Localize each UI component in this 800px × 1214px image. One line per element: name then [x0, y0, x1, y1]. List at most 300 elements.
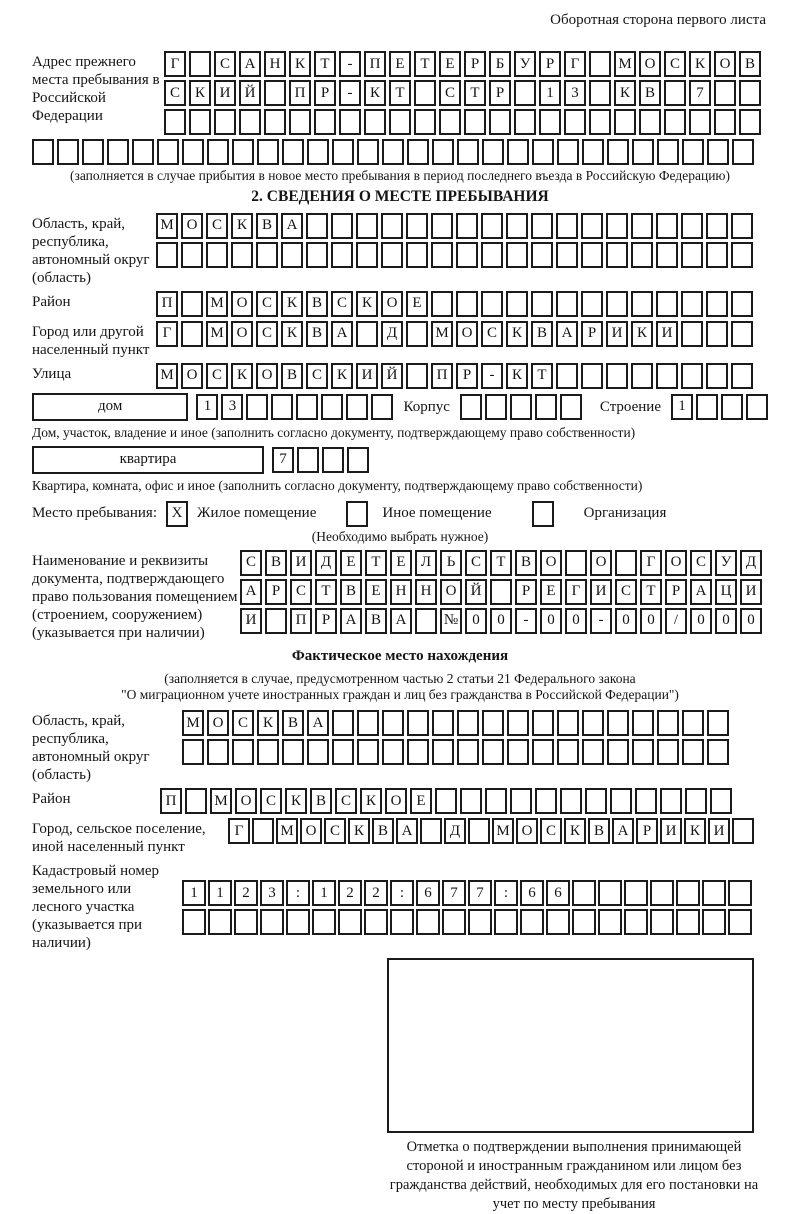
char-box[interactable]	[460, 788, 482, 814]
char-box[interactable]	[339, 109, 361, 135]
char-box[interactable]	[589, 80, 611, 106]
char-box[interactable]	[381, 242, 403, 268]
char-box[interactable]	[289, 109, 311, 135]
char-box[interactable]: В	[531, 321, 553, 347]
char-box[interactable]: М	[156, 213, 178, 239]
char-box[interactable]	[182, 139, 204, 165]
char-box[interactable]	[731, 321, 753, 347]
char-box[interactable]	[432, 139, 454, 165]
char-box[interactable]	[357, 739, 379, 765]
char-box[interactable]: 0	[690, 608, 712, 634]
char-box[interactable]: О	[381, 291, 403, 317]
char-box[interactable]	[581, 363, 603, 389]
char-box[interactable]: Н	[390, 579, 412, 605]
char-box[interactable]	[407, 739, 429, 765]
char-box[interactable]	[685, 788, 707, 814]
char-box[interactable]	[468, 818, 490, 844]
char-box[interactable]	[706, 242, 728, 268]
char-box[interactable]	[232, 739, 254, 765]
char-box[interactable]	[535, 394, 557, 420]
char-box[interactable]: И	[740, 579, 762, 605]
char-box[interactable]	[639, 109, 661, 135]
char-box[interactable]	[560, 788, 582, 814]
char-box[interactable]	[82, 139, 104, 165]
char-box[interactable]: Е	[365, 579, 387, 605]
char-box[interactable]: 7	[468, 880, 492, 906]
char-box[interactable]: К	[281, 321, 303, 347]
char-box[interactable]	[257, 739, 279, 765]
char-box[interactable]: И	[214, 80, 236, 106]
char-box[interactable]	[482, 139, 504, 165]
char-box[interactable]: 0	[615, 608, 637, 634]
char-box[interactable]: П	[431, 363, 453, 389]
char-box[interactable]	[731, 213, 753, 239]
char-box[interactable]: К	[689, 51, 711, 77]
char-box[interactable]: Т	[464, 80, 486, 106]
char-box[interactable]	[432, 710, 454, 736]
char-box[interactable]	[457, 710, 479, 736]
char-box[interactable]: Р	[581, 321, 603, 347]
char-box[interactable]	[57, 139, 79, 165]
char-box[interactable]: Г	[228, 818, 250, 844]
char-box[interactable]: О	[231, 291, 253, 317]
char-box[interactable]	[532, 739, 554, 765]
char-box[interactable]: К	[231, 363, 253, 389]
char-box[interactable]	[407, 710, 429, 736]
char-box[interactable]: О	[385, 788, 407, 814]
char-box[interactable]	[132, 139, 154, 165]
char-box[interactable]	[414, 109, 436, 135]
char-box[interactable]: М	[206, 321, 228, 347]
char-box[interactable]	[389, 109, 411, 135]
char-box[interactable]: П	[289, 80, 311, 106]
char-box[interactable]: 7	[689, 80, 711, 106]
char-box[interactable]: И	[590, 579, 612, 605]
char-box[interactable]: И	[356, 363, 378, 389]
char-box[interactable]: Ц	[715, 579, 737, 605]
char-box[interactable]	[456, 213, 478, 239]
char-box[interactable]: К	[506, 363, 528, 389]
char-box[interactable]: А	[690, 579, 712, 605]
char-box[interactable]: И	[708, 818, 730, 844]
char-box[interactable]: С	[481, 321, 503, 347]
char-box[interactable]: В	[281, 363, 303, 389]
char-box[interactable]	[286, 909, 310, 935]
char-box[interactable]: 0	[740, 608, 762, 634]
char-box[interactable]: 0	[640, 608, 662, 634]
char-box[interactable]	[728, 880, 752, 906]
char-box[interactable]	[282, 139, 304, 165]
stay-option-residential-checkbox[interactable]: X	[166, 501, 188, 527]
char-box[interactable]: Л	[415, 550, 437, 576]
char-box[interactable]	[681, 213, 703, 239]
char-box[interactable]	[589, 51, 611, 77]
char-box[interactable]	[532, 710, 554, 736]
char-box[interactable]	[746, 394, 768, 420]
char-box[interactable]	[32, 139, 54, 165]
char-box[interactable]	[585, 788, 607, 814]
char-box[interactable]: В	[306, 291, 328, 317]
char-box[interactable]: Е	[410, 788, 432, 814]
char-box[interactable]	[346, 394, 368, 420]
char-box[interactable]	[546, 909, 570, 935]
char-box[interactable]	[560, 394, 582, 420]
char-box[interactable]	[364, 109, 386, 135]
char-box[interactable]: 0	[490, 608, 512, 634]
char-box[interactable]	[260, 909, 284, 935]
char-box[interactable]	[347, 447, 369, 473]
char-box[interactable]	[331, 213, 353, 239]
char-box[interactable]: С	[290, 579, 312, 605]
char-box[interactable]	[382, 710, 404, 736]
char-box[interactable]	[107, 139, 129, 165]
char-box[interactable]	[614, 109, 636, 135]
char-box[interactable]	[728, 909, 752, 935]
char-box[interactable]	[731, 291, 753, 317]
char-box[interactable]: 1	[312, 880, 336, 906]
char-box[interactable]: В	[340, 579, 362, 605]
char-box[interactable]	[514, 109, 536, 135]
char-box[interactable]	[371, 394, 393, 420]
char-box[interactable]: С	[256, 321, 278, 347]
char-box[interactable]: М	[210, 788, 232, 814]
char-box[interactable]	[282, 739, 304, 765]
char-box[interactable]	[635, 788, 657, 814]
char-box[interactable]	[702, 880, 726, 906]
char-box[interactable]	[239, 109, 261, 135]
char-box[interactable]	[189, 109, 211, 135]
char-box[interactable]: С	[439, 80, 461, 106]
char-box[interactable]	[432, 739, 454, 765]
char-box[interactable]	[357, 139, 379, 165]
char-box[interactable]	[632, 710, 654, 736]
char-box[interactable]	[650, 880, 674, 906]
char-box[interactable]	[607, 739, 629, 765]
char-box[interactable]	[681, 242, 703, 268]
char-box[interactable]: Т	[640, 579, 662, 605]
char-box[interactable]	[490, 579, 512, 605]
char-box[interactable]	[664, 80, 686, 106]
char-box[interactable]	[431, 242, 453, 268]
char-box[interactable]: А	[281, 213, 303, 239]
char-box[interactable]	[457, 739, 479, 765]
char-box[interactable]	[682, 139, 704, 165]
char-box[interactable]: М	[492, 818, 514, 844]
char-box[interactable]	[332, 739, 354, 765]
char-box[interactable]: С	[664, 51, 686, 77]
char-box[interactable]	[581, 291, 603, 317]
char-box[interactable]	[721, 394, 743, 420]
char-box[interactable]	[681, 321, 703, 347]
char-box[interactable]: К	[364, 80, 386, 106]
char-box[interactable]	[185, 788, 207, 814]
char-box[interactable]: :	[390, 880, 414, 906]
char-box[interactable]	[356, 242, 378, 268]
char-box[interactable]	[702, 909, 726, 935]
char-box[interactable]	[481, 242, 503, 268]
char-box[interactable]: И	[656, 321, 678, 347]
char-box[interactable]: Т	[414, 51, 436, 77]
char-box[interactable]: А	[340, 608, 362, 634]
char-box[interactable]	[706, 213, 728, 239]
char-box[interactable]	[606, 242, 628, 268]
char-box[interactable]	[510, 394, 532, 420]
char-box[interactable]: С	[164, 80, 186, 106]
char-box[interactable]: К	[564, 818, 586, 844]
char-box[interactable]	[414, 80, 436, 106]
char-box[interactable]: О	[440, 579, 462, 605]
char-box[interactable]: 6	[416, 880, 440, 906]
stay-option-organization-checkbox[interactable]	[532, 501, 554, 527]
char-box[interactable]: О	[590, 550, 612, 576]
char-box[interactable]	[206, 242, 228, 268]
char-box[interactable]: С	[206, 363, 228, 389]
char-box[interactable]	[307, 739, 329, 765]
char-box[interactable]	[252, 818, 274, 844]
char-box[interactable]	[506, 242, 528, 268]
char-box[interactable]	[557, 739, 579, 765]
char-box[interactable]	[607, 139, 629, 165]
char-box[interactable]: С	[214, 51, 236, 77]
char-box[interactable]	[207, 139, 229, 165]
char-box[interactable]	[332, 710, 354, 736]
char-box[interactable]: О	[540, 550, 562, 576]
char-box[interactable]: О	[235, 788, 257, 814]
char-box[interactable]	[264, 80, 286, 106]
char-box[interactable]: А	[239, 51, 261, 77]
char-box[interactable]: К	[189, 80, 211, 106]
char-box[interactable]: С	[306, 363, 328, 389]
char-box[interactable]: К	[614, 80, 636, 106]
char-box[interactable]	[390, 909, 414, 935]
char-box[interactable]	[557, 139, 579, 165]
char-box[interactable]	[468, 909, 492, 935]
char-box[interactable]	[689, 109, 711, 135]
char-box[interactable]: Р	[636, 818, 658, 844]
char-box[interactable]: Й	[239, 80, 261, 106]
char-box[interactable]: К	[257, 710, 279, 736]
char-box[interactable]: А	[396, 818, 418, 844]
char-box[interactable]	[296, 394, 318, 420]
char-box[interactable]	[264, 109, 286, 135]
char-box[interactable]	[435, 788, 457, 814]
char-box[interactable]: С	[335, 788, 357, 814]
char-box[interactable]: Р	[315, 608, 337, 634]
char-box[interactable]	[581, 213, 603, 239]
char-box[interactable]	[306, 242, 328, 268]
char-box[interactable]	[557, 710, 579, 736]
char-box[interactable]: 3	[260, 880, 284, 906]
char-box[interactable]: С	[232, 710, 254, 736]
char-box[interactable]: Т	[315, 579, 337, 605]
char-box[interactable]	[322, 447, 344, 473]
char-box[interactable]	[650, 909, 674, 935]
char-box[interactable]: А	[307, 710, 329, 736]
char-box[interactable]	[182, 739, 204, 765]
char-box[interactable]	[256, 242, 278, 268]
char-box[interactable]	[707, 739, 729, 765]
char-box[interactable]	[357, 710, 379, 736]
char-box[interactable]: Т	[389, 80, 411, 106]
char-box[interactable]: К	[631, 321, 653, 347]
char-box[interactable]: А	[240, 579, 262, 605]
char-box[interactable]: Д	[381, 321, 403, 347]
char-box[interactable]: В	[639, 80, 661, 106]
char-box[interactable]: 2	[234, 880, 258, 906]
char-box[interactable]: 0	[465, 608, 487, 634]
char-box[interactable]: М	[431, 321, 453, 347]
char-box[interactable]	[631, 213, 653, 239]
char-box[interactable]	[456, 291, 478, 317]
char-box[interactable]: О	[300, 818, 322, 844]
char-box[interactable]	[582, 139, 604, 165]
char-box[interactable]: Н	[264, 51, 286, 77]
char-box[interactable]: 1	[671, 394, 693, 420]
char-box[interactable]: Т	[314, 51, 336, 77]
char-box[interactable]	[482, 739, 504, 765]
char-box[interactable]: К	[281, 291, 303, 317]
char-box[interactable]	[681, 291, 703, 317]
char-box[interactable]	[189, 51, 211, 77]
char-box[interactable]: Г	[156, 321, 178, 347]
char-box[interactable]	[706, 321, 728, 347]
stay-option-other-premises-checkbox[interactable]	[346, 501, 368, 527]
char-box[interactable]: Е	[406, 291, 428, 317]
char-box[interactable]: К	[289, 51, 311, 77]
char-box[interactable]	[406, 213, 428, 239]
char-box[interactable]	[489, 109, 511, 135]
char-box[interactable]: П	[160, 788, 182, 814]
char-box[interactable]: К	[331, 363, 353, 389]
char-box[interactable]: /	[665, 608, 687, 634]
char-box[interactable]	[464, 109, 486, 135]
char-box[interactable]	[660, 788, 682, 814]
char-box[interactable]	[314, 109, 336, 135]
char-box[interactable]	[485, 394, 507, 420]
char-box[interactable]: А	[331, 321, 353, 347]
char-box[interactable]: Ь	[440, 550, 462, 576]
char-box[interactable]: С	[331, 291, 353, 317]
char-box[interactable]: Е	[390, 550, 412, 576]
char-box[interactable]: С	[324, 818, 346, 844]
char-box[interactable]: Т	[531, 363, 553, 389]
char-box[interactable]	[415, 608, 437, 634]
char-box[interactable]	[714, 80, 736, 106]
char-box[interactable]: У	[514, 51, 536, 77]
char-box[interactable]: В	[515, 550, 537, 576]
char-box[interactable]	[710, 788, 732, 814]
char-box[interactable]: Р	[265, 579, 287, 605]
char-box[interactable]	[506, 291, 528, 317]
char-box[interactable]	[420, 818, 442, 844]
char-box[interactable]	[382, 739, 404, 765]
char-box[interactable]	[589, 109, 611, 135]
house-field-box[interactable]	[32, 393, 188, 421]
char-box[interactable]: К	[231, 213, 253, 239]
char-box[interactable]	[331, 242, 353, 268]
char-box[interactable]	[582, 739, 604, 765]
char-box[interactable]: О	[231, 321, 253, 347]
char-box[interactable]	[556, 242, 578, 268]
apartment-field-box[interactable]	[32, 446, 264, 474]
char-box[interactable]: О	[256, 363, 278, 389]
char-box[interactable]: И	[290, 550, 312, 576]
char-box[interactable]: 1	[208, 880, 232, 906]
char-box[interactable]	[431, 291, 453, 317]
char-box[interactable]: Й	[465, 579, 487, 605]
char-box[interactable]: Г	[564, 51, 586, 77]
char-box[interactable]	[507, 139, 529, 165]
char-box[interactable]	[207, 739, 229, 765]
char-box[interactable]: Р	[539, 51, 561, 77]
char-box[interactable]	[182, 909, 206, 935]
char-box[interactable]	[739, 80, 761, 106]
char-box[interactable]: Р	[665, 579, 687, 605]
char-box[interactable]: Г	[640, 550, 662, 576]
char-box[interactable]: 1	[539, 80, 561, 106]
char-box[interactable]: С	[256, 291, 278, 317]
char-box[interactable]: К	[506, 321, 528, 347]
char-box[interactable]	[565, 550, 587, 576]
char-box[interactable]	[214, 109, 236, 135]
char-box[interactable]	[732, 818, 754, 844]
char-box[interactable]	[657, 710, 679, 736]
char-box[interactable]	[506, 213, 528, 239]
char-box[interactable]: К	[348, 818, 370, 844]
char-box[interactable]	[598, 909, 622, 935]
char-box[interactable]	[297, 447, 319, 473]
char-box[interactable]	[356, 213, 378, 239]
char-box[interactable]: 7	[442, 880, 466, 906]
char-box[interactable]: О	[181, 363, 203, 389]
char-box[interactable]: -	[515, 608, 537, 634]
char-box[interactable]: К	[285, 788, 307, 814]
char-box[interactable]	[631, 291, 653, 317]
char-box[interactable]: Р	[515, 579, 537, 605]
char-box[interactable]	[610, 788, 632, 814]
char-box[interactable]: О	[456, 321, 478, 347]
char-box[interactable]	[364, 909, 388, 935]
char-box[interactable]	[531, 213, 553, 239]
char-box[interactable]	[656, 213, 678, 239]
char-box[interactable]: 3	[564, 80, 586, 106]
char-box[interactable]	[706, 291, 728, 317]
char-box[interactable]	[657, 139, 679, 165]
char-box[interactable]: В	[372, 818, 394, 844]
char-box[interactable]	[535, 788, 557, 814]
char-box[interactable]	[257, 139, 279, 165]
char-box[interactable]	[632, 139, 654, 165]
char-box[interactable]	[271, 394, 293, 420]
char-box[interactable]: П	[290, 608, 312, 634]
char-box[interactable]	[598, 880, 622, 906]
char-box[interactable]: 3	[221, 394, 243, 420]
char-box[interactable]: В	[365, 608, 387, 634]
char-box[interactable]: Е	[540, 579, 562, 605]
char-box[interactable]	[338, 909, 362, 935]
char-box[interactable]	[714, 109, 736, 135]
char-box[interactable]	[581, 242, 603, 268]
char-box[interactable]	[494, 909, 518, 935]
char-box[interactable]: С	[465, 550, 487, 576]
char-box[interactable]: М	[276, 818, 298, 844]
char-box[interactable]	[681, 363, 703, 389]
char-box[interactable]: 0	[540, 608, 562, 634]
char-box[interactable]: Р	[314, 80, 336, 106]
char-box[interactable]: Р	[456, 363, 478, 389]
char-box[interactable]: С	[240, 550, 262, 576]
char-box[interactable]	[406, 321, 428, 347]
